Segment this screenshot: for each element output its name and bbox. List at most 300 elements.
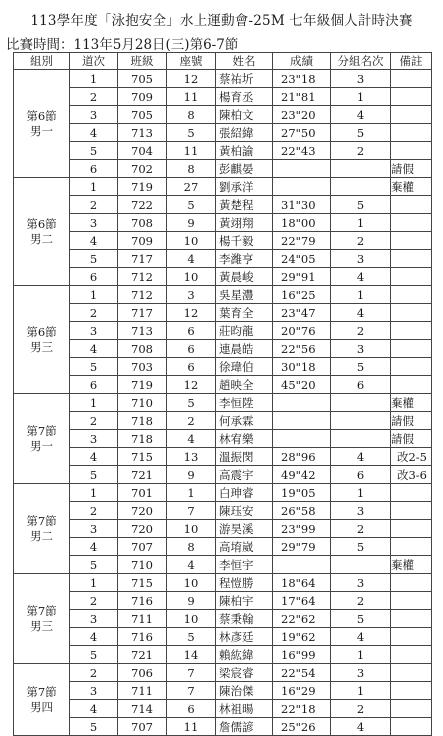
time-cell: 19"62 <box>273 628 331 646</box>
class-cell: 710 <box>118 394 167 412</box>
name-cell: 黃翊翔 <box>216 214 273 232</box>
name-cell: 高堉崴 <box>216 538 273 556</box>
seat-cell: 27 <box>167 178 216 196</box>
class-cell: 719 <box>118 178 167 196</box>
table-row <box>14 124 432 142</box>
lane-cell: 1 <box>70 574 118 592</box>
note-cell: 改3-6 <box>391 466 432 484</box>
time-cell: 24"05 <box>273 250 331 268</box>
rank-cell: 5 <box>331 196 391 214</box>
note-cell: 棄權 <box>391 556 432 574</box>
time-cell: 22"62 <box>273 610 331 628</box>
rank-cell: 4 <box>331 268 391 286</box>
note-cell <box>391 358 432 376</box>
name-cell: 陳治傑 <box>216 682 273 700</box>
group-label-line: 男二 <box>30 231 53 246</box>
note-cell <box>391 322 432 340</box>
group-label-line: 第7節 <box>26 423 57 438</box>
seat-cell: 9 <box>167 214 216 232</box>
note-cell <box>391 502 432 520</box>
seat-cell: 5 <box>167 196 216 214</box>
name-cell: 何承霖 <box>216 412 273 430</box>
time-cell: 22"54 <box>273 664 331 682</box>
name-cell: 林祖暘 <box>216 700 273 718</box>
note-cell <box>391 88 432 106</box>
class-cell: 716 <box>118 628 167 646</box>
document-title: 113學年度「泳抱安全」水上運動會-25M 七年級個人計時決賽 <box>30 13 413 29</box>
rank-cell: 4 <box>331 718 391 736</box>
seat-cell: 13 <box>167 448 216 466</box>
header-lane: 道次 <box>70 53 118 70</box>
lane-cell: 3 <box>70 682 118 700</box>
note-cell: 棄權 <box>391 178 432 196</box>
table-row <box>14 178 432 196</box>
rank-cell: 1 <box>331 682 391 700</box>
name-cell: 陳珏安 <box>216 502 273 520</box>
name-cell: 賴紘緯 <box>216 646 273 664</box>
group-label-line: 第7節 <box>26 684 57 699</box>
rank-cell: 2 <box>331 142 391 160</box>
rank-cell: 6 <box>331 466 391 484</box>
table-row <box>14 196 432 214</box>
time-cell: 45"20 <box>273 376 331 394</box>
name-cell: 梁宸睿 <box>216 664 273 682</box>
seat-cell: 11 <box>167 718 216 736</box>
table-row <box>14 88 432 106</box>
time-cell: 26"58 <box>273 502 331 520</box>
name-cell: 李恒陞 <box>216 394 273 412</box>
time-cell: 20"76 <box>273 322 331 340</box>
class-cell: 710 <box>118 556 167 574</box>
rank-cell: 3 <box>331 502 391 520</box>
time-cell: 23"20 <box>273 106 331 124</box>
rank-cell: 5 <box>331 358 391 376</box>
seat-cell: 9 <box>167 592 216 610</box>
group-label-line: 男二 <box>30 528 53 543</box>
class-cell: 708 <box>118 214 167 232</box>
note-cell <box>391 376 432 394</box>
table-row <box>14 304 432 322</box>
name-cell: 蔡秉翰 <box>216 610 273 628</box>
note-cell <box>391 196 432 214</box>
header-time: 成績 <box>273 53 331 70</box>
time-cell: 27"50 <box>273 124 331 142</box>
time-cell <box>273 160 331 178</box>
rank-cell: 4 <box>331 448 391 466</box>
rank-cell: 3 <box>331 70 391 88</box>
header-name: 姓名 <box>216 53 273 70</box>
group-label-line: 第6節 <box>26 324 57 339</box>
note-cell <box>391 214 432 232</box>
table-row <box>14 466 432 484</box>
group-label <box>14 394 70 484</box>
table-row <box>14 106 432 124</box>
time-cell: 17"64 <box>273 592 331 610</box>
seat-cell: 11 <box>167 88 216 106</box>
header-rank: 分組名次 <box>331 53 391 70</box>
class-cell: 719 <box>118 376 167 394</box>
note-cell <box>391 628 432 646</box>
class-cell: 704 <box>118 142 167 160</box>
class-cell: 712 <box>118 286 167 304</box>
time-cell: 16"99 <box>273 646 331 664</box>
class-cell: 711 <box>118 610 167 628</box>
rank-cell: 1 <box>331 88 391 106</box>
seat-cell: 6 <box>167 700 216 718</box>
rank-cell: 3 <box>331 664 391 682</box>
rank-cell: 2 <box>331 232 391 250</box>
rank-cell <box>331 412 391 430</box>
group-label-line: 男一 <box>30 438 53 453</box>
time-cell: 22"56 <box>273 340 331 358</box>
note-cell <box>391 484 432 502</box>
group-label-line: 第7節 <box>26 513 57 528</box>
note-cell <box>391 610 432 628</box>
time-cell <box>273 430 331 448</box>
class-cell: 718 <box>118 412 167 430</box>
note-cell <box>391 538 432 556</box>
lane-cell: 6 <box>70 376 118 394</box>
table-row <box>14 502 432 520</box>
seat-cell: 4 <box>167 430 216 448</box>
lane-cell: 1 <box>70 178 118 196</box>
lane-cell: 2 <box>70 502 118 520</box>
table-row <box>14 286 432 304</box>
time-cell: 23"18 <box>273 70 331 88</box>
note-cell <box>391 286 432 304</box>
lane-cell: 4 <box>70 124 118 142</box>
note-cell: 棄權 <box>391 394 432 412</box>
rank-cell: 5 <box>331 124 391 142</box>
table-row <box>14 142 432 160</box>
name-cell: 莊昀龍 <box>216 322 273 340</box>
seat-cell: 12 <box>167 70 216 88</box>
class-cell: 708 <box>118 340 167 358</box>
group-label <box>14 574 70 664</box>
seat-cell: 7 <box>167 502 216 520</box>
class-cell: 720 <box>118 502 167 520</box>
name-cell: 程愷勝 <box>216 574 273 592</box>
seat-cell: 2 <box>167 412 216 430</box>
table-row <box>14 232 432 250</box>
lane-cell: 5 <box>70 466 118 484</box>
seat-cell: 8 <box>167 160 216 178</box>
table-row <box>14 574 432 592</box>
class-cell: 705 <box>118 70 167 88</box>
lane-cell: 3 <box>70 610 118 628</box>
lane-cell: 4 <box>70 232 118 250</box>
name-cell: 溫振閔 <box>216 448 273 466</box>
note-cell <box>391 106 432 124</box>
table-row <box>14 520 432 538</box>
seat-cell: 9 <box>167 466 216 484</box>
note-cell: 請假 <box>391 160 432 178</box>
rank-cell: 3 <box>331 250 391 268</box>
table-row <box>14 358 432 376</box>
name-cell: 黃晨峻 <box>216 268 273 286</box>
name-cell: 葉育全 <box>216 304 273 322</box>
note-cell <box>391 304 432 322</box>
lane-cell: 3 <box>70 430 118 448</box>
seat-cell: 6 <box>167 340 216 358</box>
class-cell: 701 <box>118 484 167 502</box>
lane-cell: 5 <box>70 556 118 574</box>
note-cell <box>391 700 432 718</box>
class-cell: 717 <box>118 250 167 268</box>
name-cell: 詹儒諺 <box>216 718 273 736</box>
table-row <box>14 484 432 502</box>
group-label <box>14 70 70 178</box>
class-cell: 721 <box>118 646 167 664</box>
seat-cell: 12 <box>167 376 216 394</box>
time-cell <box>273 178 331 196</box>
lane-cell: 4 <box>70 340 118 358</box>
name-cell: 吳星灃 <box>216 286 273 304</box>
seat-cell: 7 <box>167 664 216 682</box>
time-cell <box>273 556 331 574</box>
rank-cell: 2 <box>331 700 391 718</box>
seat-cell: 3 <box>167 286 216 304</box>
lane-cell: 5 <box>70 250 118 268</box>
seat-cell: 10 <box>167 268 216 286</box>
name-cell: 李恒宇 <box>216 556 273 574</box>
table-row <box>14 376 432 394</box>
lane-cell: 4 <box>70 700 118 718</box>
name-cell: 陳柏宇 <box>216 592 273 610</box>
class-cell: 721 <box>118 466 167 484</box>
lane-cell: 6 <box>70 160 118 178</box>
class-cell: 707 <box>118 538 167 556</box>
class-cell: 718 <box>118 430 167 448</box>
seat-cell: 14 <box>167 646 216 664</box>
rank-cell: 4 <box>331 106 391 124</box>
note-cell: 請假 <box>391 412 432 430</box>
name-cell: 林宥樂 <box>216 430 273 448</box>
rank-cell: 3 <box>331 574 391 592</box>
seat-cell: 10 <box>167 232 216 250</box>
rank-cell <box>331 394 391 412</box>
rank-cell: 5 <box>331 610 391 628</box>
time-cell: 22"18 <box>273 700 331 718</box>
note-cell: 請假 <box>391 430 432 448</box>
table-row <box>14 700 432 718</box>
note-cell <box>391 124 432 142</box>
note-cell <box>391 574 432 592</box>
seat-cell: 10 <box>167 520 216 538</box>
lane-cell: 3 <box>70 106 118 124</box>
table-row <box>14 592 432 610</box>
note-cell <box>391 268 432 286</box>
lane-cell: 2 <box>70 664 118 682</box>
time-cell: 18"00 <box>273 214 331 232</box>
lane-cell: 6 <box>70 268 118 286</box>
table-row <box>14 322 432 340</box>
header-note: 備註 <box>391 53 432 70</box>
group-label-line: 男三 <box>30 339 53 354</box>
seat-cell: 12 <box>167 304 216 322</box>
note-cell <box>391 232 432 250</box>
class-cell: 717 <box>118 304 167 322</box>
header-class: 班級 <box>118 53 167 70</box>
class-cell: 713 <box>118 124 167 142</box>
time-cell: 19"05 <box>273 484 331 502</box>
table-row <box>14 340 432 358</box>
table-row <box>14 646 432 664</box>
class-cell: 709 <box>118 88 167 106</box>
name-cell: 林彥廷 <box>216 628 273 646</box>
time-cell: 22"79 <box>273 232 331 250</box>
name-cell: 李濰亨 <box>216 250 273 268</box>
header-group: 組別 <box>14 53 70 70</box>
seat-cell: 5 <box>167 124 216 142</box>
results-table <box>13 52 432 736</box>
seat-cell: 7 <box>167 682 216 700</box>
time-cell: 31"30 <box>273 196 331 214</box>
group-label-line: 男三 <box>30 618 53 633</box>
table-row <box>14 160 432 178</box>
lane-cell: 1 <box>70 286 118 304</box>
rank-cell <box>331 430 391 448</box>
class-cell: 720 <box>118 520 167 538</box>
class-cell: 715 <box>118 448 167 466</box>
time-cell: 30"18 <box>273 358 331 376</box>
table-row <box>14 430 432 448</box>
name-cell: 高震宇 <box>216 466 273 484</box>
group-label-line: 第6節 <box>26 216 57 231</box>
time-cell: 25"26 <box>273 718 331 736</box>
note-cell <box>391 664 432 682</box>
name-cell: 張紹緯 <box>216 124 273 142</box>
note-cell <box>391 592 432 610</box>
table-row <box>14 556 432 574</box>
group-label <box>14 178 70 286</box>
seat-cell: 4 <box>167 250 216 268</box>
table-row <box>14 628 432 646</box>
seat-cell: 8 <box>167 106 216 124</box>
competition-time: 比賽時間：113年5月28日(三)第6-7節 <box>6 37 239 53</box>
name-cell: 黃柏諭 <box>216 142 273 160</box>
seat-cell: 10 <box>167 610 216 628</box>
class-cell: 707 <box>118 718 167 736</box>
rank-cell: 6 <box>331 376 391 394</box>
note-cell <box>391 682 432 700</box>
group-label-line: 男一 <box>30 123 53 138</box>
lane-cell: 1 <box>70 484 118 502</box>
name-cell: 楊千毅 <box>216 232 273 250</box>
note-cell <box>391 646 432 664</box>
table-row <box>14 70 432 88</box>
time-cell: 49"42 <box>273 466 331 484</box>
rank-cell: 4 <box>331 628 391 646</box>
seat-cell: 5 <box>167 628 216 646</box>
name-cell: 游昊溪 <box>216 520 273 538</box>
time-cell: 18"64 <box>273 574 331 592</box>
group-label-line: 第6節 <box>26 108 57 123</box>
rank-cell: 4 <box>331 304 391 322</box>
seat-cell: 4 <box>167 556 216 574</box>
note-cell <box>391 718 432 736</box>
time-cell <box>273 412 331 430</box>
table-row <box>14 268 432 286</box>
time-cell: 16"25 <box>273 286 331 304</box>
lane-cell: 2 <box>70 304 118 322</box>
table-row <box>14 412 432 430</box>
name-cell: 楊育丞 <box>216 88 273 106</box>
rank-cell: 1 <box>331 484 391 502</box>
class-cell: 711 <box>118 682 167 700</box>
table-row <box>14 214 432 232</box>
rank-cell: 2 <box>331 520 391 538</box>
note-cell <box>391 142 432 160</box>
class-cell: 715 <box>118 574 167 592</box>
lane-cell: 2 <box>70 196 118 214</box>
lane-cell: 3 <box>70 214 118 232</box>
class-cell: 706 <box>118 664 167 682</box>
lane-cell: 5 <box>70 358 118 376</box>
lane-cell: 2 <box>70 592 118 610</box>
seat-cell: 8 <box>167 538 216 556</box>
name-cell: 白珅睿 <box>216 484 273 502</box>
table-row <box>14 394 432 412</box>
group-label-line: 男四 <box>30 699 53 714</box>
note-cell <box>391 250 432 268</box>
class-cell: 709 <box>118 232 167 250</box>
name-cell: 黃楚程 <box>216 196 273 214</box>
name-cell: 陳柏文 <box>216 106 273 124</box>
time-cell: 23"99 <box>273 520 331 538</box>
lane-cell: 5 <box>70 646 118 664</box>
lane-cell: 4 <box>70 538 118 556</box>
rank-cell: 1 <box>331 214 391 232</box>
time-cell: 22"43 <box>273 142 331 160</box>
time-cell <box>273 394 331 412</box>
class-cell: 722 <box>118 196 167 214</box>
table-row <box>14 250 432 268</box>
group-label <box>14 484 70 574</box>
lane-cell: 3 <box>70 322 118 340</box>
table-row <box>14 682 432 700</box>
name-cell: 劉承洋 <box>216 178 273 196</box>
seat-cell: 1 <box>167 484 216 502</box>
lane-cell: 2 <box>70 412 118 430</box>
lane-cell: 4 <box>70 448 118 466</box>
rank-cell <box>331 556 391 574</box>
class-cell: 716 <box>118 592 167 610</box>
note-cell <box>391 70 432 88</box>
note-cell <box>391 340 432 358</box>
lane-cell: 5 <box>70 142 118 160</box>
group-label <box>14 286 70 394</box>
time-cell: 29"91 <box>273 268 331 286</box>
class-cell: 703 <box>118 358 167 376</box>
results-body <box>14 70 432 736</box>
lane-cell: 2 <box>70 88 118 106</box>
rank-cell: 3 <box>331 340 391 358</box>
time-cell: 29"79 <box>273 538 331 556</box>
rank-cell: 2 <box>331 322 391 340</box>
class-cell: 702 <box>118 160 167 178</box>
table-row <box>14 538 432 556</box>
class-cell: 714 <box>118 700 167 718</box>
table-row <box>14 448 432 466</box>
rank-cell: 2 <box>331 592 391 610</box>
note-cell: 改2-5 <box>391 448 432 466</box>
rank-cell <box>331 160 391 178</box>
name-cell: 蔡祐圻 <box>216 70 273 88</box>
seat-cell: 6 <box>167 358 216 376</box>
name-cell: 徐瑋伯 <box>216 358 273 376</box>
seat-cell: 10 <box>167 574 216 592</box>
